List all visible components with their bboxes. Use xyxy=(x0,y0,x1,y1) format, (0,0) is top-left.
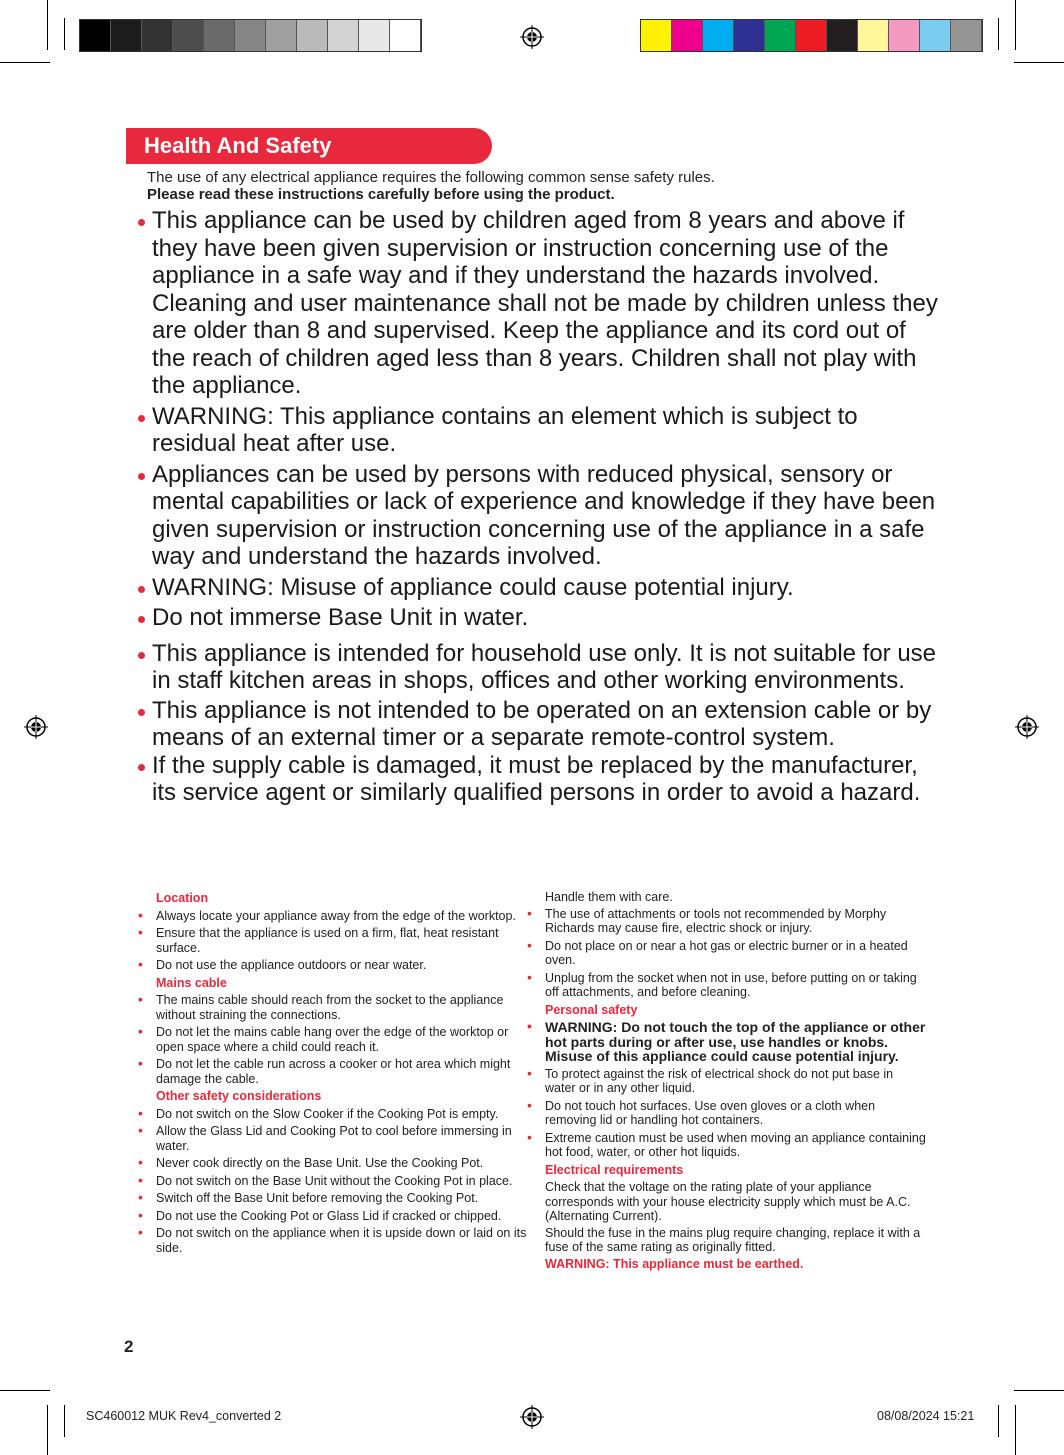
list-item: • Always locate your appliance away from the edge of the worktop. xyxy=(138,909,530,924)
list-item: • Do not let the mains cable hang over the edge of the worktop or open space where a child could reach it. xyxy=(138,1025,530,1054)
swatch xyxy=(765,20,796,51)
swatch xyxy=(390,20,421,51)
earth-warning: WARNING: This appliance must be earthed. xyxy=(545,1256,804,1271)
list-item: • Switch off the Base Unit before removing the Cooking Pot. xyxy=(138,1191,530,1206)
slug-date: 08/08/2024 15:21 xyxy=(877,1409,975,1423)
personal-safety-heading: Personal safety xyxy=(545,1002,638,1017)
swatch xyxy=(297,20,328,51)
list-item: • Ensure that the appliance is used on a firm, flat, heat resistant surface. xyxy=(138,926,530,955)
list-item: • Do not switch on the appliance when it is upside down or laid on its side. xyxy=(138,1226,530,1255)
list-item: Appliances can be used by persons with reduced physical, sensory or mental capabilities or lack of experience and knowledge if they have been given supervision or instruction concerning use of the appliance in a safe way and understand the hazards involved. xyxy=(138,461,938,571)
swatch xyxy=(951,20,982,51)
right-column xyxy=(527,890,927,1271)
swatch xyxy=(920,20,951,51)
swatch xyxy=(827,20,858,51)
swatch xyxy=(235,20,266,51)
swatch xyxy=(328,20,359,51)
section-title: Health And Safety xyxy=(126,128,492,164)
page-number: 2 xyxy=(124,1337,134,1356)
swatch xyxy=(359,20,390,51)
list-item: • Do not let the cable run across a cooker or hot area which might damage the cable. xyxy=(138,1057,530,1086)
list-item: WARNING: Misuse of appliance could cause potential injury. xyxy=(138,574,938,602)
list-item: This appliance can be used by children aged from 8 years and above if they have been given supervision or instruction concerning use of the appliance in a safe way and if they understand the hazards involved. Cleaning and user maintenance shall not be made by children unless they are older than 8 and supervised. Keep the appliance and its cord out of the reach of children aged less than 8 years. Children shall not play with the appliance. xyxy=(138,207,938,400)
list-item: • Do not use the Cooking Pot or Glass Lid if cracked or chipped. xyxy=(138,1209,530,1224)
list-item: • Do not switch on the Slow Cooker if the Cooking Pot is empty. xyxy=(138,1107,530,1122)
swatch xyxy=(173,20,204,51)
list-item: Do not immerse Base Unit in water. xyxy=(138,604,938,632)
intro xyxy=(147,169,715,203)
list-item: • Unplug from the socket when not in use, before putting on or taking off attachments, and before cleaning. xyxy=(527,971,927,1000)
color-calibration-bar xyxy=(640,19,983,52)
list-item: • Allow the Glass Lid and Cooking Pot to cool before immersing in water. xyxy=(138,1124,530,1153)
registration-mark-icon xyxy=(520,1405,544,1429)
list-item: • Extreme caution must be used when moving an appliance containing hot food, water, or other hot liquids. xyxy=(527,1131,927,1160)
swatch xyxy=(734,20,765,51)
registration-mark-icon xyxy=(1015,715,1039,739)
swatch xyxy=(111,20,142,51)
main-safety-list xyxy=(138,207,938,807)
registration-mark-icon xyxy=(520,25,544,49)
swatch xyxy=(204,20,235,51)
left-column xyxy=(138,890,530,1258)
list-item: • To protect against the risk of electrical shock do not put base in water or in any other liquid. xyxy=(527,1067,927,1096)
electrical-text: Check that the voltage on the rating plate of your appliance corresponds with your house electricity supply which must be A.C. (Alternating Current). xyxy=(545,1180,911,1223)
intro-instruction: Please read these instructions carefully before using the product. xyxy=(147,186,615,203)
swatch xyxy=(80,20,111,51)
mains-cable-heading: Mains cable xyxy=(156,975,227,990)
list-item: This appliance is intended for household use only. It is not suitable for use in staff kitchen areas in shops, offices and other working environments. xyxy=(138,640,938,695)
location-heading: Location xyxy=(156,891,209,905)
slug-filename: SC460012 MUK Rev4_converted 2 xyxy=(86,1409,282,1423)
list-item: • Do not touch hot surfaces. Use oven gloves or a cloth when removing lid or handling hot containers. xyxy=(527,1099,927,1128)
list-item: • Never cook directly on the Base Unit. Use the Cooking Pot. xyxy=(138,1156,530,1171)
list-item: • Do not place on or near a hot gas or electric burner or in a heated oven. xyxy=(527,939,927,968)
swatch xyxy=(858,20,889,51)
grayscale-calibration-bar xyxy=(79,19,422,52)
list-item: If the supply cable is damaged, it must be replaced by the manufacturer, its service agent or similarly qualified persons in order to avoid a hazard. xyxy=(138,752,938,807)
list-item: This appliance is not intended to be operated on an extension cable or by means of an external timer or a separate remote-control system. xyxy=(138,697,938,752)
swatch xyxy=(672,20,703,51)
list-item: • Do not use the appliance outdoors or near water. xyxy=(138,958,530,973)
list-item: • The use of attachments or tools not recommended by Morphy Richards may cause fire, electric shock or injury. xyxy=(527,907,927,936)
personal-warning: • WARNING: Do not touch the top of the appliance or other hot parts during or after use, use handles or knobs. Misuse of this appliance could cause potential injury. xyxy=(527,1020,927,1064)
registration-mark-icon xyxy=(24,715,48,739)
electrical-heading: Electrical requirements xyxy=(545,1162,684,1177)
swatch xyxy=(703,20,734,51)
swatch xyxy=(796,20,827,51)
swatch xyxy=(641,20,672,51)
other-safety-heading: Other safety considerations xyxy=(156,1089,322,1103)
list-item: WARNING: This appliance contains an element which is subject to residual heat after use. xyxy=(138,403,938,458)
swatch xyxy=(142,20,173,51)
list-item: • Do not switch on the Base Unit without the Cooking Pot in place. xyxy=(138,1174,530,1189)
intro-text: The use of any electrical appliance requires the following common sense safety rules. xyxy=(147,169,715,186)
fuse-text: Should the fuse in the mains plug require changing, replace it with a fuse of the same rating as originally fitted. xyxy=(545,1225,921,1254)
continued-text: Handle them with care. xyxy=(545,890,673,904)
swatch xyxy=(266,20,297,51)
list-item: • The mains cable should reach from the socket to the appliance without straining the connections. xyxy=(138,993,530,1022)
swatch xyxy=(889,20,920,51)
